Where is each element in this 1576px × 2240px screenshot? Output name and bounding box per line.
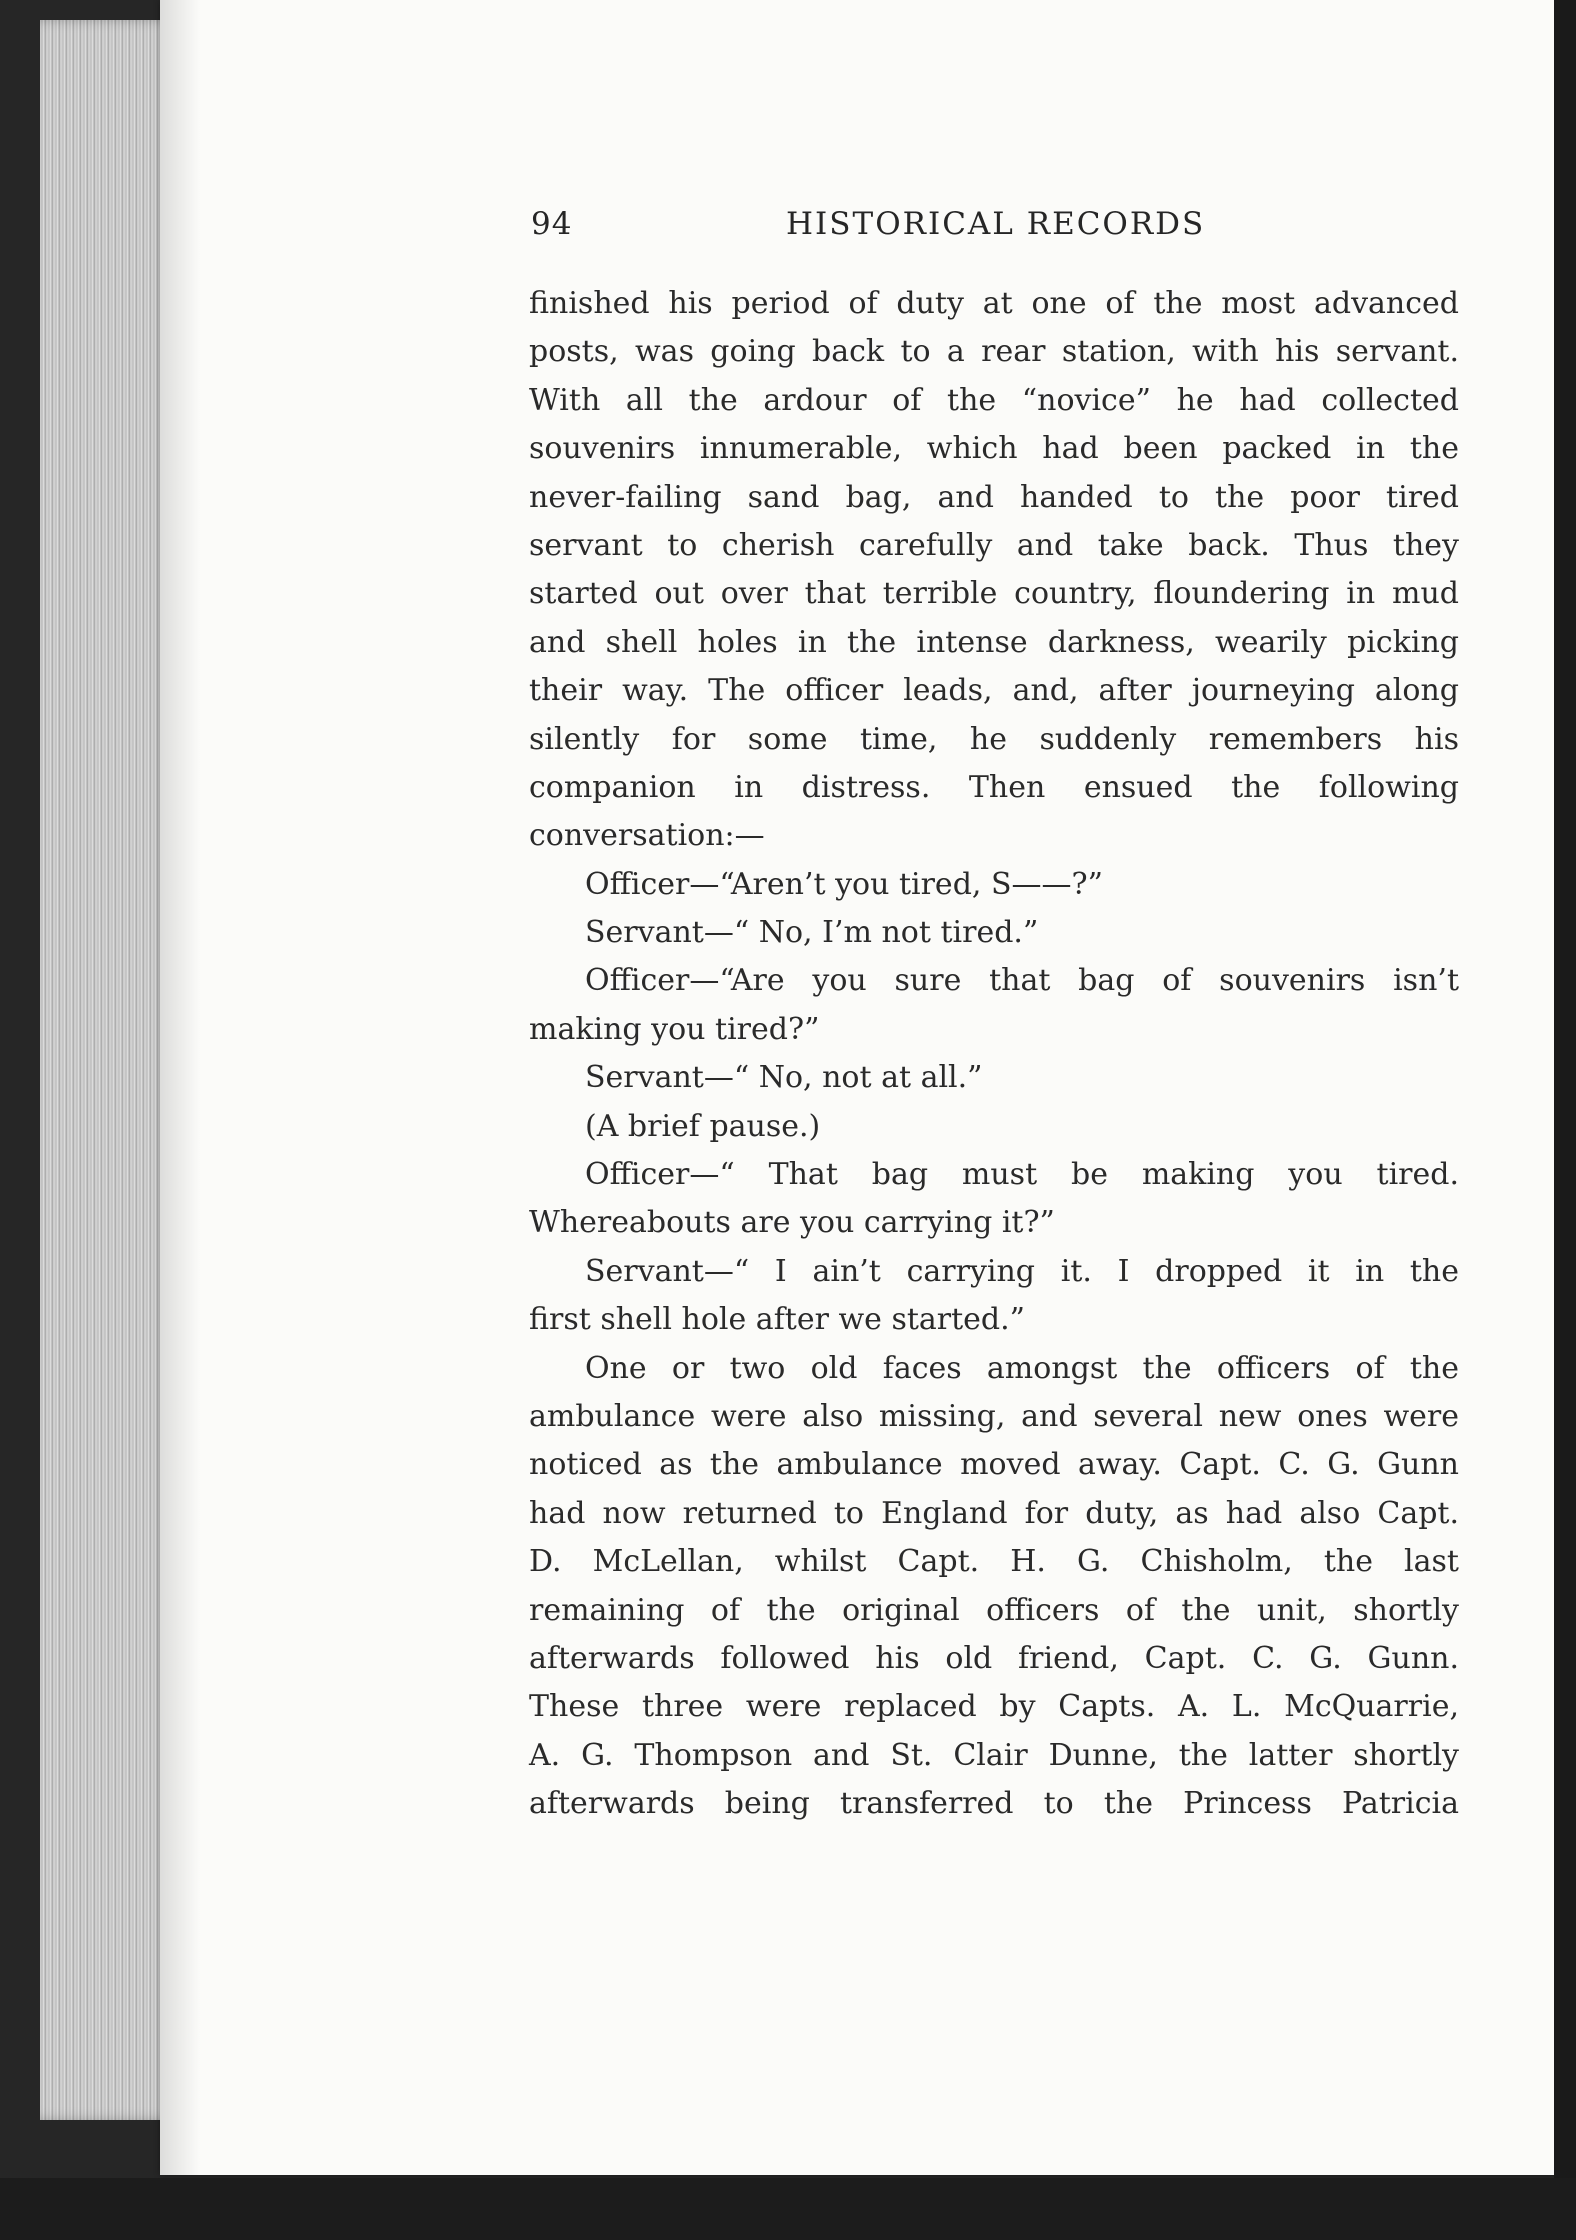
text-line: making you tired?” <box>529 1011 820 1047</box>
text-line: posts, was going back to a rear station, with his servant. <box>529 334 1459 370</box>
text-line: companion in distress. Then ensued the following <box>529 769 1459 805</box>
text-line: afterwards followed his old friend, Capt. C. G. Gunn. <box>529 1640 1459 1676</box>
dialogue-line: (A brief pause.) <box>585 1108 821 1144</box>
page-number: 94 <box>531 206 573 242</box>
text-line: silently for some time, he suddenly remembers his <box>529 721 1459 757</box>
dialogue-line: Servant—“ No, I’m not tired.” <box>585 915 1039 951</box>
dialogue-line: Officer—“ That bag must be making you tired. <box>585 1157 1459 1193</box>
dialogue-line: Officer—“Are you sure that bag of souvenirs isn’t <box>585 963 1459 999</box>
text-line: conversation:— <box>529 818 765 854</box>
text-line: never-failing sand bag, and handed to the poor tired <box>529 479 1459 515</box>
dialogue-line: Servant—“ I ain’t carrying it. I dropped it in the <box>585 1253 1459 1289</box>
text-line: D. McLellan, whilst Capt. H. G. Chisholm, the last <box>529 1544 1459 1580</box>
text-line: had now returned to England for duty, as had also Capt. <box>529 1495 1459 1531</box>
text-line: servant to cherish carefully and take back. Thus they <box>529 527 1459 563</box>
text-line: their way. The officer leads, and, after journeying along <box>529 673 1459 709</box>
text-line: started out over that terrible country, floundering in mud <box>529 576 1459 612</box>
text-line: first shell hole after we started.” <box>529 1302 1026 1338</box>
text-line: noticed as the ambulance moved away. Capt. C. G. Gunn <box>529 1447 1459 1483</box>
right-shadow <box>1554 0 1576 2240</box>
text-line: afterwards being transferred to the Princess Patricia <box>529 1786 1459 1822</box>
dialogue-line: Officer—“Aren’t you tired, S——?” <box>585 866 1103 902</box>
text-line: finished his period of duty at one of the most advanced <box>529 286 1459 321</box>
text-line: ambulance were also missing, and several new ones were <box>529 1398 1459 1434</box>
text-line: and shell holes in the intense darkness, wearily picking <box>529 624 1459 660</box>
bottom-shadow <box>0 2178 1576 2240</box>
page-header <box>531 206 1219 246</box>
text-line: Whereabouts are you carrying it?” <box>529 1205 1055 1241</box>
text-line: A. G. Thompson and St. Clair Dunne, the latter shortly <box>529 1737 1459 1773</box>
running-head: HISTORICAL RECORDS <box>786 206 1206 242</box>
text-line: With all the ardour of the “novice” he had collected <box>529 382 1459 418</box>
dialogue-line: Servant—“ No, not at all.” <box>585 1060 983 1096</box>
text-line: souvenirs innumerable, which had been packed in the <box>529 431 1459 467</box>
paragraph-start-line: One or two old faces amongst the officers of the <box>585 1350 1459 1386</box>
body-text <box>529 280 1459 1829</box>
text-line: remaining of the original officers of the unit, shortly <box>529 1592 1459 1628</box>
text-line: These three were replaced by Capts. A. L. McQuarrie, <box>529 1689 1459 1725</box>
